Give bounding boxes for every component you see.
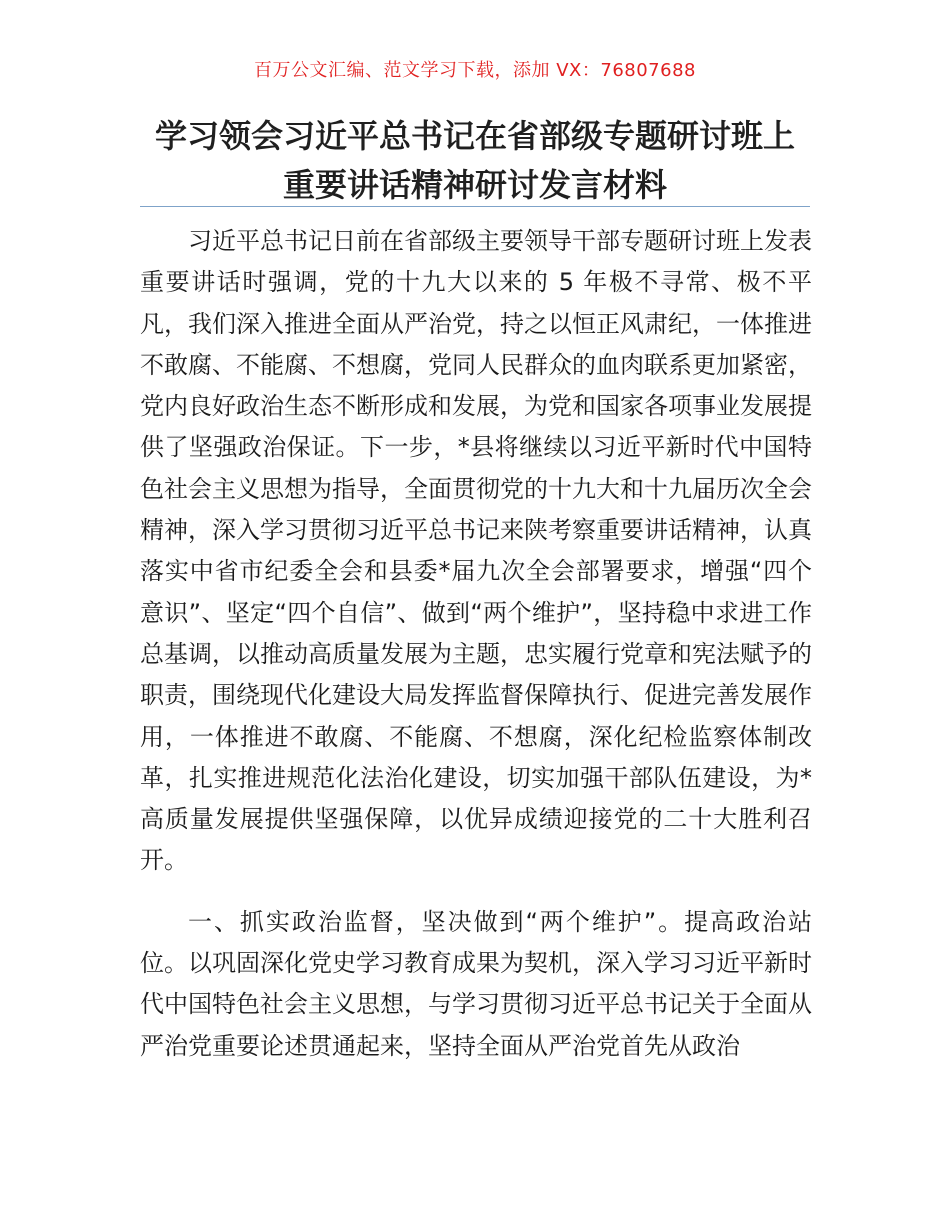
body-paragraph-1: 习近平总书记日前在省部级主要领导干部专题研讨班上发表重要讲话时强调，党的十九大以来的 5 年极不寻常、极不平凡，我们深入推进全面从严治党，持之以恒正风肃纪，一体推进不敢腐、不能腐、不想腐，党同人民群众的血肉联系更加紧密，党内良好政治生态不断形成和发展，为党和国家各项事业发展提供了坚强政治保证。下一步，*县将继续以习近平新时代中国特色社会主义思想为指导，全面贯彻党的十九大和十九届历次全会精神，深入学习贯彻习近平总书记来陕考察重要讲话精神，认真落实中省市纪委全会和县委*届九次全会部署要求，增强“四个意识”、坚定“四个自信”、做到“两个维护”，坚持稳中求进工作总基调，以推动高质量发展为主题，忠实履行党章和宪法赋予的职责，围绕现代化建设大局发挥监督保障执行、促进完善发展作用，一体推进不敢腐、不能腐、不想腐，深化纪检监察体制改革，扎实推进规范化法治化建设，切实加强干部队伍建设，为*高质量发展提供坚强保障，以优异成绩迎接党的二十大胜利召开。 <box>140 227 812 875</box>
header-banner: 百万公文汇编、范文学习下载，添加 VX：76807688 <box>254 60 696 81</box>
title-line-2: 重要讲话精神研讨发言材料 <box>282 166 667 204</box>
title-line-1: 学习领会习近平总书记在省部级专题研讨班上 <box>154 117 795 155</box>
title-divider <box>140 206 810 207</box>
body-paragraph-2: 一、抓实政治监督，坚决做到“两个维护”。提高政治站位。以巩固深化党史学习教育成果为契机，深入学习习近平新时代中国特色社会主义思想，与学习贯彻习近平总书记关于全面从严治党重要论述贯通起来，坚持全面从严治党首先从政治 <box>140 907 812 1060</box>
document-body <box>140 221 812 1067</box>
document-title <box>100 112 850 210</box>
